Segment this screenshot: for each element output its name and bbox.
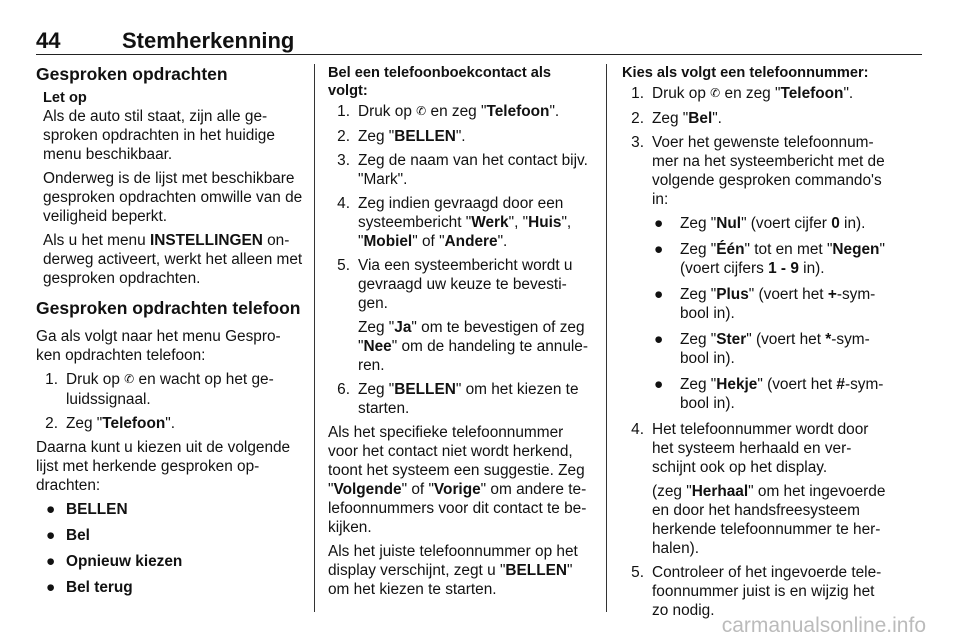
column-divider	[606, 64, 607, 612]
phone-voice-icon: ✆	[124, 372, 135, 386]
section-heading: Gesproken opdrachten	[36, 64, 228, 84]
column-1	[36, 64, 304, 604]
phone-voice-icon: ✆	[416, 104, 427, 118]
note-title: Let op	[43, 90, 87, 106]
bullet-item: ● BELLEN	[46, 501, 128, 518]
note-paragraph: Onderweg is de lijst met beschikbare gesproken opdrachten omwille van de veiligheid beperkt.	[43, 170, 303, 225]
list-item: 1. Druk op ✆ en zeg "Telefoon".	[631, 85, 854, 102]
list-item: 4. Zeg indien gevraagd door een systeembericht "Werk", "Huis", "Mobiel" of "Andere".	[337, 195, 572, 250]
page-header	[36, 28, 922, 55]
note-paragraph: Als u het menu INSTELLINGEN on-derweg activeert, werkt het alleen met gesproken opdrachten.	[43, 232, 303, 287]
list-item: 5. Via een systeembericht wordt u gevraagd uw keuze te bevesti-gen. Zeg "Ja" om te bevestigen of zeg "Nee" om de handeling te annule-ren.	[328, 256, 590, 375]
list-item: 1. Druk op ✆ en zeg "Telefoon".	[337, 103, 560, 120]
list-item-note: Zeg "Ja" om te bevestigen of zeg "Nee" om de handeling te annule-ren.	[358, 319, 588, 374]
list-item: 6. Zeg "BELLEN" om het kiezen te starten.	[337, 381, 579, 417]
list-item: 2. Zeg "Telefoon".	[45, 415, 175, 432]
bullet-item: ● Opnieuw kiezen	[46, 553, 183, 570]
paragraph: Als het specifieke telefoonnummer voor het contact niet wordt herkend, toont het systeem een suggestie. Zeg "Volgende" of "Vorige" om andere te-lefoonnummers voor dit contact te be-kijken.	[328, 424, 587, 536]
watermark: carmanualsonline.info	[721, 614, 926, 637]
section-heading: Kies als volgt een telefoonnummer:	[622, 65, 869, 81]
bullet-item: ● Zeg "Één" tot en met "Negen" (voert cijfers 1 - 9 in).	[654, 241, 885, 277]
list-item: 2. Zeg "Bel".	[631, 110, 722, 127]
section-heading: Gesproken opdrachten telefoon	[36, 298, 301, 318]
paragraph: Ga als volgt naar het menu Gespro-ken opdrachten telefoon:	[36, 328, 281, 364]
bullet-item: ● Zeg "Ster" (voert het *-sym-bool in).	[654, 331, 870, 367]
list-item-note: (zeg "Herhaal" om het ingevoerde en door het handsfreesysteem herkende telefoonnummer te her-halen).	[652, 483, 886, 557]
list-item: 3. Zeg de naam van het contact bijv. "Mark".	[337, 152, 588, 188]
list-item: 1. Druk op ✆ en wacht op het ge-luidssignaal.	[45, 371, 274, 408]
list-item: 5. Controleer of het ingevoerde tele-foonnummer juist is en wijzig het zo nodig.	[631, 564, 882, 619]
column-2	[328, 64, 590, 604]
note-box	[43, 89, 304, 288]
list-item: 2. Zeg "BELLEN".	[337, 128, 466, 145]
bullet-item: ● Bel	[46, 527, 90, 544]
bullet-item: ● Zeg "Plus" (voert het +-sym-bool in).	[654, 286, 876, 322]
column-divider	[314, 64, 315, 612]
section-heading: Bel een telefoonboekcontact als volgt:	[328, 65, 552, 99]
paragraph: Als het juiste telefoonnummer op het display verschijnt, zegt u "BELLEN" om het kiezen te starten.	[328, 543, 578, 598]
note-paragraph: Als de auto stil staat, zijn alle ge-sproken opdrachten in het huidige menu beschikbaar.	[43, 108, 275, 163]
page-number: 44	[36, 28, 61, 53]
bullet-item: ● Zeg "Hekje" (voert het #-sym-bool in).	[654, 376, 884, 412]
bullet-item: ● Zeg "Nul" (voert cijfer 0 in).	[654, 215, 866, 232]
list-item: 4. Het telefoonnummer wordt door het systeem herhaald en ver-schijnt ook op het display. (zeg "Herhaal" om het ingevoerde en door het handsfreesysteem herkende telefoonnummer te her-halen).	[622, 420, 890, 558]
paragraph: Daarna kunt u kiezen uit de volgende lijst met herkende gesproken op-drachten:	[36, 439, 291, 494]
running-title: Stemherkenning	[122, 28, 295, 53]
column-3	[622, 64, 890, 625]
phone-voice-icon: ✆	[710, 86, 721, 100]
bullet-item: ● Bel terug	[46, 579, 133, 596]
list-item: 3. Voer het gewenste telefoonnum-mer na het systeembericht met de volgende gesproken commando's in:	[631, 134, 885, 208]
